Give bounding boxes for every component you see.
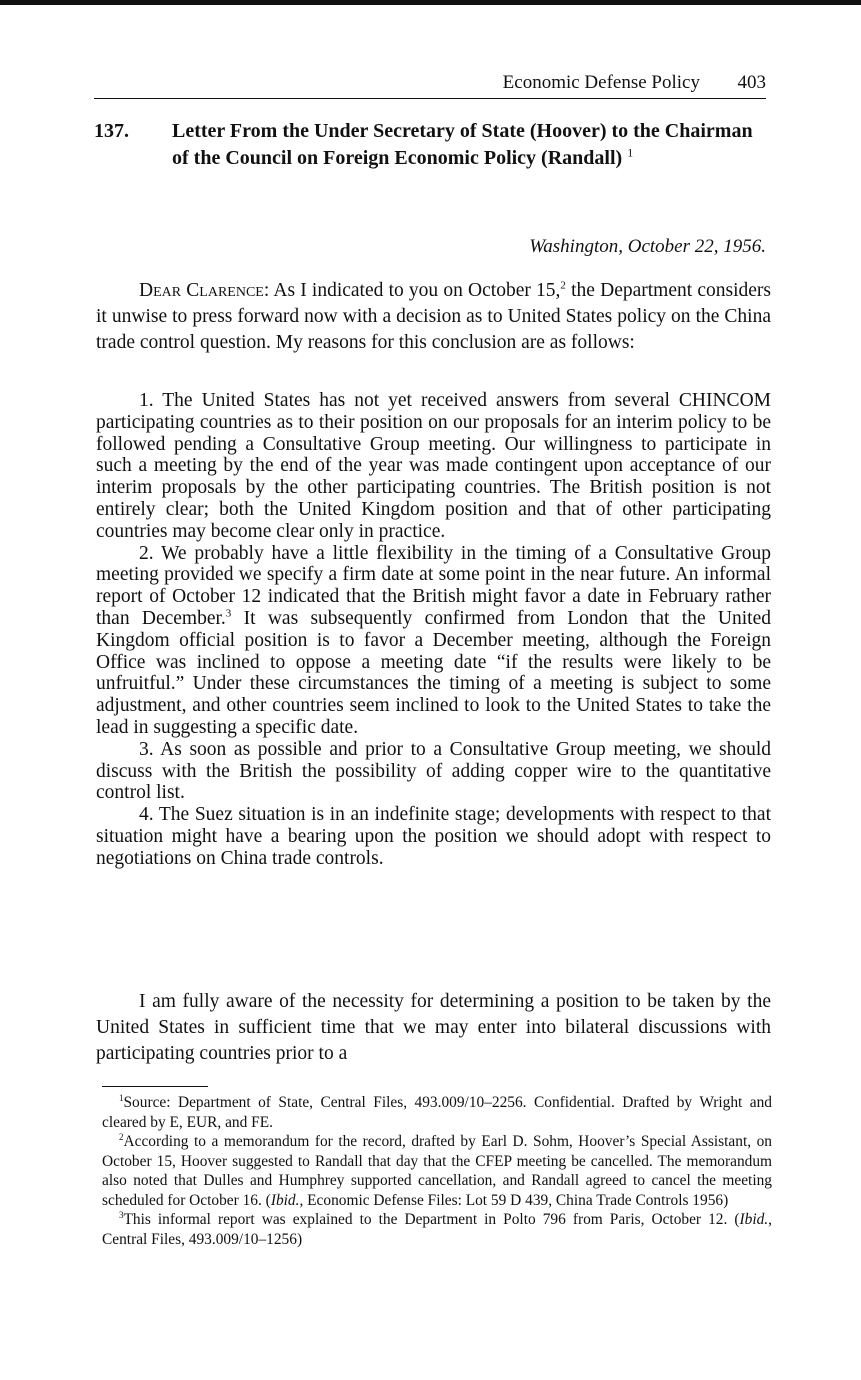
footnote-3-text-b: , Central Files, 493.009/10–1256)	[102, 1211, 772, 1248]
footnote-2-number: 2	[119, 1131, 124, 1142]
scan-top-border	[0, 0, 861, 5]
footnote-3-text-a: This informal report was explained to the Department in Polto 796 from Paris, October 12. (	[123, 1211, 740, 1228]
document-title	[172, 118, 772, 172]
footnote-3	[102, 1210, 772, 1249]
salutation: Dear Clarence:	[139, 280, 270, 301]
point-2-text-b: It was subsequently confirmed from London that the United Kingdom official position is to favor a December meeting, although the Foreign Office was inclined to oppose a meeting date “if the results were likely to be unfruitful.” Under these circumstances the timing of a meeting is subject to some adjustment, and other countries seem inclined to look to the United States to take the lead in suggesting a specific date.	[96, 607, 771, 738]
point-1: 1. The United States has not yet received answers from several CHINCOM participating countries as to their position on our proposals for an interim policy to be followed pending a Consultative Group meeting. Our willingness to participate in such a meeting by the end of the year was made contingent upon acceptance of our interim proposals by the other participating countries. The British position is not entirely clear; both the United Kingdom position and that of other participating countries may become clear only in practice.	[96, 390, 771, 542]
footnotes	[102, 1093, 772, 1249]
intro-text-b: the Department considers it unwise to press forward now with a decision as to United States policy on the China trade control question. My reasons for this conclusion are as follows:	[96, 280, 771, 353]
point-2-text-a: 2. We probably have a little flexibility in the timing of a Consultative Group meeting provided we specify a firm date at some point in the near future. An informal report of October 12 indicated that the British might favor a date in February rather than December.	[96, 542, 771, 629]
footnote-3-number: 3	[119, 1209, 124, 1220]
closing-paragraph: I am fully aware of the necessity for determining a position to be taken by the United States in sufficient time that we may enter into bilateral discussions with participating countries prior to a	[96, 991, 771, 1064]
footnote-1-text: Source: Department of State, Central Files, 493.009/10–2256. Confidential. Drafted by Wright and cleared by E, EUR, and FE.	[102, 1094, 772, 1131]
footnote-1-number: 1	[119, 1092, 124, 1103]
point-4: 4. The Suez situation is in an indefinite stage; developments with respect to that situation might have a bearing upon the position we should adopt with respect to negotiations on China trade controls.	[96, 804, 771, 869]
footnote-2-text-a: According to a memorandum for the record, drafted by Earl D. Sohm, Hoover’s Special Assistant, on October 15, Hoover suggested to Randall that day that the CFEP meeting be cancelled. The memorandum also noted that Dulles and Humphrey supported cancellation, and Randall agreed to cancel the meeting scheduled for October 16. (	[102, 1133, 772, 1209]
intro-paragraph	[96, 278, 771, 356]
footnote-2-text-b: , Economic Defense Files: Lot 59 D 439, China Trade Controls 1956)	[299, 1191, 729, 1209]
footnote-1	[102, 1093, 772, 1132]
footnote-2-ibid: Ibid.	[270, 1191, 300, 1209]
point-3: 3. As soon as possible and prior to a Consultative Group meeting, we should discuss with the British the possibility of adding copper wire to the quantitative control list.	[96, 738, 771, 804]
footnote-ref-3: 3	[225, 607, 232, 620]
document-number: 137.	[94, 120, 129, 142]
point-2	[96, 543, 771, 739]
dateline: Washington, October 22, 1956.	[529, 236, 766, 257]
document-title-text: Letter From the Under Secretary of State (Hoover) to the Chairman of the Council on Foreign Economic Policy (Randall)	[172, 120, 753, 169]
intro-text-a: As I indicated to you on October 15,	[273, 280, 561, 301]
numbered-points	[96, 390, 771, 870]
section-title: Economic Defense Policy	[502, 72, 700, 93]
footnote-ref-1: 1	[627, 145, 634, 160]
footnote-divider	[102, 1086, 208, 1087]
page-number: 403	[737, 72, 766, 93]
running-header	[94, 70, 766, 99]
footnote-2	[102, 1132, 772, 1210]
footnote-ref-2: 2	[560, 279, 566, 292]
footnote-3-ibid: Ibid.	[739, 1211, 769, 1228]
